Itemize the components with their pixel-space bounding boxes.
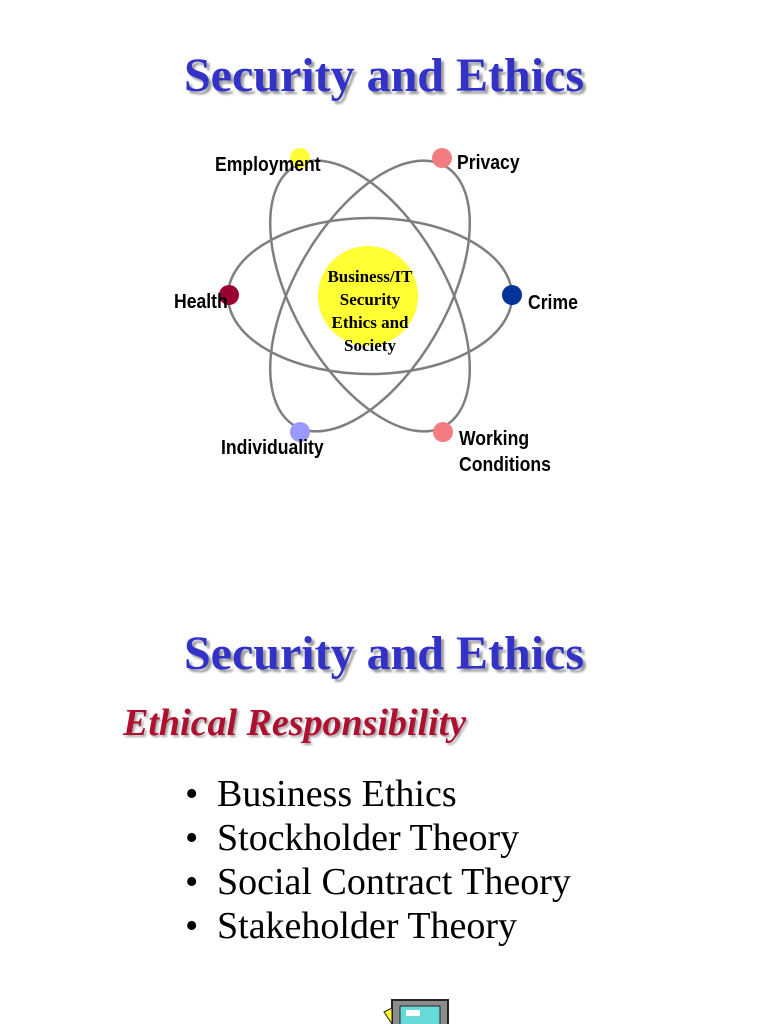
- bullet-text: Stockholder Theory: [217, 817, 520, 859]
- bullet-icon: •: [185, 817, 199, 859]
- crime-node: [502, 285, 522, 305]
- slide-ethical-responsibility: [0, 600, 768, 1024]
- privacy-label: Privacy: [457, 152, 520, 174]
- working-conditions-line: Conditions: [459, 454, 551, 476]
- slide-title: Security and Ethics: [183, 627, 585, 680]
- working-conditions-node: [433, 422, 453, 442]
- bullet-item: [185, 904, 571, 948]
- nucleus-line: Society: [344, 336, 396, 355]
- nucleus-line: Ethics and: [331, 313, 409, 332]
- bullet-text: Social Contract Theory: [217, 861, 571, 903]
- slide-subtitle: Ethical Responsibility: [123, 702, 467, 744]
- bullet-icon: •: [185, 861, 199, 903]
- nucleus-line: Security: [339, 290, 401, 309]
- bullet-list: [185, 772, 571, 948]
- working-conditions-line: Working: [459, 428, 530, 450]
- nucleus-line: Business/IT: [327, 267, 413, 286]
- health-label: Health: [174, 291, 228, 313]
- employment-label: Employment: [215, 154, 321, 176]
- working-conditions-label: [459, 426, 551, 478]
- bullet-item: [185, 816, 571, 860]
- slide-title: Security and Ethics: [183, 49, 585, 102]
- nucleus-label: [306, 265, 434, 357]
- computer-icon: [380, 998, 470, 1024]
- bullet-item: [185, 772, 571, 816]
- bullet-text: Business Ethics: [217, 773, 457, 815]
- bullet-icon: •: [185, 905, 199, 947]
- individuality-label: Individuality: [221, 437, 324, 459]
- bullet-text: Stakeholder Theory: [217, 905, 518, 947]
- bullet-item: [185, 860, 571, 904]
- bullet-icon: •: [185, 773, 199, 815]
- privacy-node: [432, 148, 452, 168]
- crime-label: Crime: [528, 292, 578, 314]
